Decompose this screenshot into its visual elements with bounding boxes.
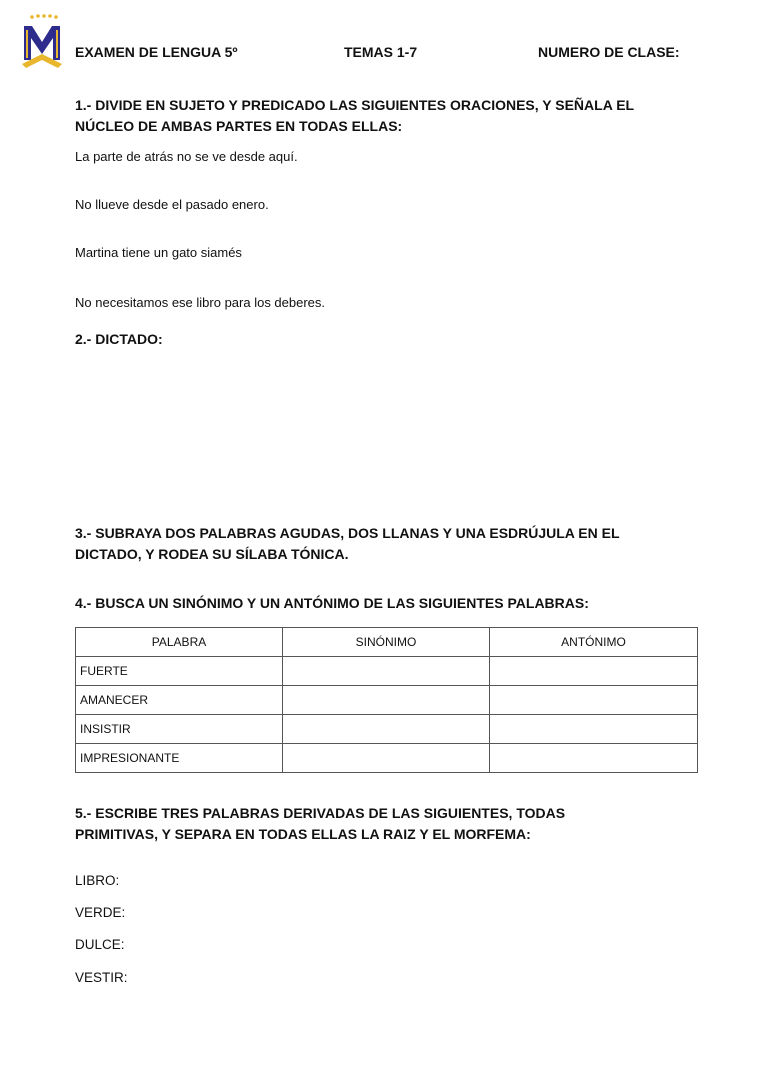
antonym-cell[interactable] [490,744,698,773]
table-row [76,715,698,744]
section3-heading-line1: 3.- SUBRAYA DOS PALABRAS AGUDAS, DOS LLANAS Y UNA ESDRÚJULA EN EL [75,525,620,541]
synonym-cell[interactable] [283,715,490,744]
antonym-cell[interactable] [490,657,698,686]
school-logo [18,12,66,74]
derived-word-libro: LIBRO: [75,873,120,888]
section3-heading-line2: DICTADO, Y RODEA SU SÍLABA TÓNICA. [75,546,349,562]
column-header-synonym: SINÓNIMO [283,628,490,657]
derived-word-dulce: DULCE: [75,937,125,952]
word-cell: FUERTE [76,657,283,686]
table-row [76,657,698,686]
word-cell: INSISTIR [76,715,283,744]
antonym-cell[interactable] [490,686,698,715]
table-row [76,686,698,715]
section1-heading [75,95,715,137]
antonym-cell[interactable] [490,715,698,744]
section5-heading [75,803,715,845]
sentence-3: Martina tiene un gato siamés [75,245,242,260]
sentence-1: La parte de atrás no se ve desde aquí. [75,149,298,164]
section1-heading-line1: 1.- DIVIDE EN SUJETO Y PREDICADO LAS SIGUIENTES ORACIONES, Y SEÑALA EL [75,97,635,113]
section5-heading-line2: PRIMITIVAS, Y SEPARA EN TODAS ELLAS LA RAIZ Y EL MORFEMA: [75,826,531,842]
column-header-antonym: ANTÓNIMO [490,628,698,657]
section4-heading: 4.- BUSCA UN SINÓNIMO Y UN ANTÓNIMO DE LAS SIGUIENTES PALABRAS: [75,595,589,611]
column-header-word: PALABRA [76,628,283,657]
section3-heading [75,523,715,565]
synonym-cell[interactable] [283,686,490,715]
word-cell: IMPRESIONANTE [76,744,283,773]
class-number-label: NUMERO DE CLASE: [538,44,680,60]
derived-word-vestir: VESTIR: [75,970,128,985]
word-cell: AMANECER [76,686,283,715]
synonym-cell[interactable] [283,657,490,686]
exam-topics: TEMAS 1-7 [344,44,418,60]
section5-heading-line1: 5.- ESCRIBE TRES PALABRAS DERIVADAS DE LAS SIGUIENTES, TODAS [75,805,566,821]
synonym-antonym-table [75,627,698,773]
section2-heading: 2.- DICTADO: [75,331,163,347]
table-header-row [76,628,698,657]
table-row [76,744,698,773]
derived-word-verde: VERDE: [75,905,126,920]
dictation-answer-area[interactable] [75,355,697,515]
section1-heading-line2: NÚCLEO DE AMBAS PARTES EN TODAS ELLAS: [75,118,403,134]
sentence-4: No necesitamos ese libro para los deberes. [75,295,326,310]
synonym-cell[interactable] [283,744,490,773]
sentence-2: No llueve desde el pasado enero. [75,197,269,212]
exam-title: EXAMEN DE LENGUA 5º [75,44,238,60]
